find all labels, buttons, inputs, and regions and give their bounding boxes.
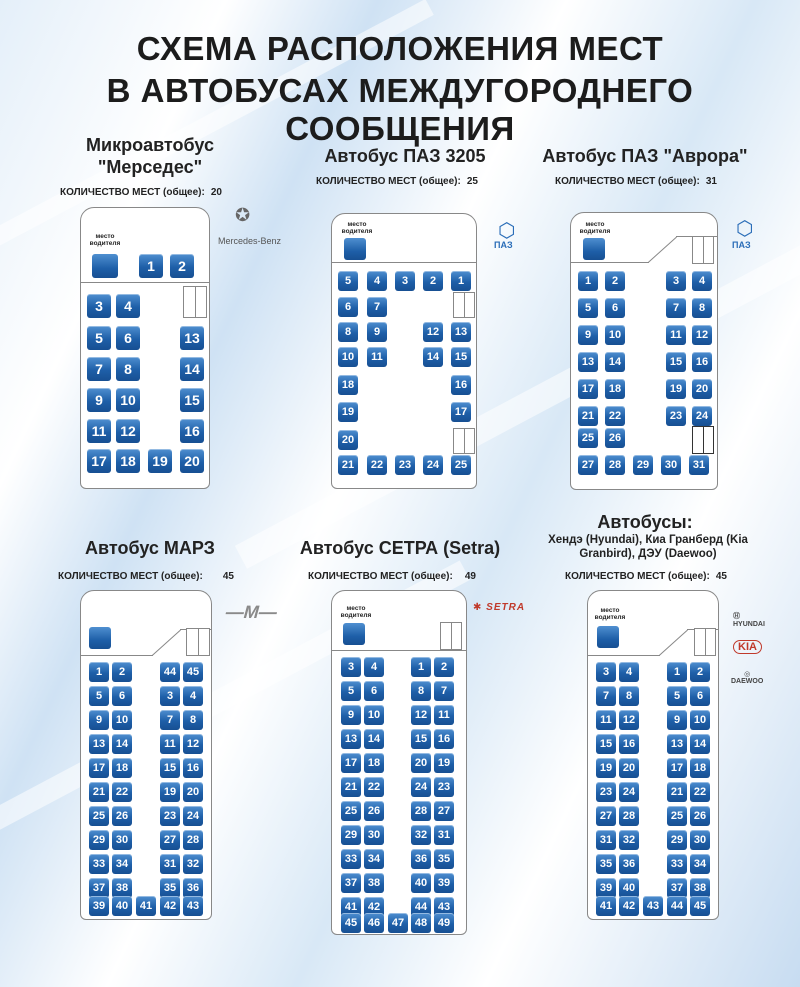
seat-21[interactable]: 21 [89, 782, 109, 802]
seat-4[interactable]: 4 [619, 662, 639, 682]
seat-16[interactable]: 16 [180, 419, 204, 443]
seat-18[interactable]: 18 [690, 758, 710, 778]
seat-32[interactable]: 32 [183, 854, 203, 874]
seat-5[interactable]: 5 [89, 686, 109, 706]
seat-6[interactable]: 6 [112, 686, 132, 706]
seat-17[interactable]: 17 [578, 379, 598, 399]
seat-20[interactable]: 20 [692, 379, 712, 399]
seat-42[interactable]: 42 [619, 896, 639, 916]
seat-38[interactable]: 38 [690, 878, 710, 898]
seat-6[interactable]: 6 [338, 297, 358, 317]
seat-29[interactable]: 29 [89, 830, 109, 850]
seat-21[interactable]: 21 [341, 777, 361, 797]
daewoo-logo: ◎ DAEWOO [731, 671, 764, 685]
seat-37[interactable]: 37 [341, 873, 361, 893]
bus-title-setra [285, 538, 515, 560]
driver-label: место водителя [89, 233, 121, 247]
seat-27[interactable]: 27 [160, 830, 180, 850]
seat-28[interactable]: 28 [605, 455, 625, 475]
seat-20[interactable]: 20 [411, 753, 431, 773]
seat-3[interactable]: 3 [160, 686, 180, 706]
seat-24[interactable]: 24 [423, 455, 443, 475]
seat-23[interactable]: 23 [596, 782, 616, 802]
seat-9[interactable]: 9 [667, 710, 687, 730]
seat-19[interactable]: 19 [338, 402, 358, 422]
seat-18[interactable]: 18 [116, 449, 140, 473]
seat-3[interactable]: 3 [666, 271, 686, 291]
bus-title-line: Автобус СЕТРА (Setra) [299, 538, 501, 558]
seat-16[interactable]: 16 [619, 734, 639, 754]
seat-15[interactable]: 15 [451, 347, 471, 367]
seat-13[interactable]: 13 [451, 322, 471, 342]
seat-19[interactable]: 19 [148, 449, 172, 473]
seat-33[interactable]: 33 [667, 854, 687, 874]
seat-18[interactable]: 18 [338, 375, 358, 395]
setra-logo: ✱ SETRA [473, 602, 526, 613]
seat-5[interactable]: 5 [578, 298, 598, 318]
seat-32[interactable]: 32 [411, 825, 431, 845]
seat-23[interactable]: 23 [395, 455, 415, 475]
seat-15[interactable]: 15 [666, 352, 686, 372]
seat-11[interactable]: 11 [160, 734, 180, 754]
seat-32[interactable]: 32 [619, 830, 639, 850]
bus-title-line: Автобус ПАЗ 3205 [324, 146, 486, 166]
paz-logo: ПАЗ [494, 240, 513, 250]
seat-14[interactable]: 14 [112, 734, 132, 754]
seat-13[interactable]: 13 [667, 734, 687, 754]
seat-7[interactable]: 7 [596, 686, 616, 706]
seat-11[interactable]: 11 [434, 705, 454, 725]
seat-13[interactable]: 13 [341, 729, 361, 749]
seat-1[interactable]: 1 [451, 271, 471, 291]
seat-31[interactable]: 31 [434, 825, 454, 845]
seat-27[interactable]: 27 [578, 455, 598, 475]
seat-14[interactable]: 14 [364, 729, 384, 749]
seat-4[interactable]: 4 [183, 686, 203, 706]
seat-38[interactable]: 38 [112, 878, 132, 898]
driver-label: место водителя [594, 607, 626, 621]
bus-title-line: Микроавтобус [86, 135, 214, 155]
seat-22[interactable]: 22 [112, 782, 132, 802]
seat-27[interactable]: 27 [434, 801, 454, 821]
door [453, 428, 475, 454]
seat-9[interactable]: 9 [87, 388, 111, 412]
seat-count-hyundai: КОЛИЧЕСТВО МЕСТ (общее): 45 [565, 571, 727, 582]
seat-4[interactable]: 4 [692, 271, 712, 291]
marz-logo: —М— [223, 602, 280, 622]
seat-24[interactable]: 24 [183, 806, 203, 826]
bus-title-aurora [530, 146, 760, 168]
seat-19[interactable]: 19 [160, 782, 180, 802]
seat-29[interactable]: 29 [667, 830, 687, 850]
seat-2[interactable]: 2 [112, 662, 132, 682]
seat-25[interactable]: 25 [578, 428, 598, 448]
seat-43[interactable]: 43 [183, 896, 203, 916]
cabin-divider [332, 262, 476, 263]
page-title-line2: В АВТОБУСАХ МЕЖДУГОРОДНЕГО СООБЩЕНИЯ [106, 72, 694, 147]
seat-5[interactable]: 5 [341, 681, 361, 701]
seat-12[interactable]: 12 [183, 734, 203, 754]
seat-14[interactable]: 14 [690, 734, 710, 754]
seat-28[interactable]: 28 [183, 830, 203, 850]
seat-30[interactable]: 30 [364, 825, 384, 845]
seat-count-setra: КОЛИЧЕСТВО МЕСТ (общее): 49 [308, 571, 476, 582]
paz-logo-icon: ⬡ [498, 220, 516, 242]
seat-3[interactable]: 3 [87, 294, 111, 318]
seat-21[interactable]: 21 [338, 455, 358, 475]
seat-40[interactable]: 40 [411, 873, 431, 893]
bus-title-line: "Мерседес" [97, 156, 203, 177]
seat-45[interactable]: 45 [341, 913, 361, 933]
seat-34[interactable]: 34 [112, 854, 132, 874]
seat-40[interactable]: 40 [112, 896, 132, 916]
seat-8[interactable]: 8 [411, 681, 431, 701]
seat-17[interactable]: 17 [87, 449, 111, 473]
seat-9[interactable]: 9 [341, 705, 361, 725]
seat-26[interactable]: 26 [364, 801, 384, 821]
seat-2[interactable]: 2 [434, 657, 454, 677]
door [453, 292, 475, 318]
driver-seat [343, 623, 365, 645]
seat-2[interactable]: 2 [605, 271, 625, 291]
seat-19[interactable]: 19 [596, 758, 616, 778]
seat-10[interactable]: 10 [690, 710, 710, 730]
seat-43[interactable]: 43 [643, 896, 663, 916]
seat-7[interactable]: 7 [434, 681, 454, 701]
bus-title-mercedes [60, 135, 240, 178]
seat-2[interactable]: 2 [170, 254, 194, 278]
seat-12[interactable]: 12 [411, 705, 431, 725]
seat-16[interactable]: 16 [183, 758, 203, 778]
seat-15[interactable]: 15 [411, 729, 431, 749]
seat-26[interactable]: 26 [605, 428, 625, 448]
door [692, 236, 714, 264]
seat-44[interactable]: 44 [667, 896, 687, 916]
seat-1[interactable]: 1 [139, 254, 163, 278]
seat-26[interactable]: 26 [112, 806, 132, 826]
seat-1[interactable]: 1 [411, 657, 431, 677]
seat-12[interactable]: 12 [619, 710, 639, 730]
page-title-line1: СХЕМА РАСПОЛОЖЕНИЯ МЕСТ [136, 30, 664, 67]
seat-36[interactable]: 36 [411, 849, 431, 869]
seat-45[interactable]: 45 [690, 896, 710, 916]
seat-28[interactable]: 28 [411, 801, 431, 821]
door [440, 622, 462, 650]
seat-28[interactable]: 28 [619, 806, 639, 826]
seat-39[interactable]: 39 [89, 896, 109, 916]
seat-14[interactable]: 14 [423, 347, 443, 367]
seat-25[interactable]: 25 [451, 455, 471, 475]
seat-16[interactable]: 16 [434, 729, 454, 749]
seat-26[interactable]: 26 [690, 806, 710, 826]
seat-11[interactable]: 11 [666, 325, 686, 345]
seat-25[interactable]: 25 [341, 801, 361, 821]
seat-36[interactable]: 36 [619, 854, 639, 874]
seat-20[interactable]: 20 [183, 782, 203, 802]
seat-38[interactable]: 38 [364, 873, 384, 893]
seat-4[interactable]: 4 [364, 657, 384, 677]
seat-18[interactable]: 18 [112, 758, 132, 778]
seat-1[interactable]: 1 [578, 271, 598, 291]
seat-42[interactable]: 42 [364, 897, 384, 917]
seat-29[interactable]: 29 [341, 825, 361, 845]
seat-7[interactable]: 7 [367, 297, 387, 317]
seat-33[interactable]: 33 [89, 854, 109, 874]
seat-24[interactable]: 24 [411, 777, 431, 797]
seat-14[interactable]: 14 [180, 357, 204, 381]
bus-title-line: Автобус МАРЗ [85, 538, 215, 558]
seat-23[interactable]: 23 [160, 806, 180, 826]
seat-5[interactable]: 5 [87, 326, 111, 350]
driver-seat [583, 238, 605, 260]
bus-title-line: Автобусы: [597, 512, 693, 532]
seat-45[interactable]: 45 [183, 662, 203, 682]
seat-36[interactable]: 36 [183, 878, 203, 898]
seat-15[interactable]: 15 [180, 388, 204, 412]
paz-logo: ПАЗ [732, 240, 751, 250]
seat-15[interactable]: 15 [160, 758, 180, 778]
seat-17[interactable]: 17 [451, 402, 471, 422]
seat-2[interactable]: 2 [690, 662, 710, 682]
seat-6[interactable]: 6 [605, 298, 625, 318]
seat-43[interactable]: 43 [434, 897, 454, 917]
seat-5[interactable]: 5 [338, 271, 358, 291]
seat-6[interactable]: 6 [116, 326, 140, 350]
driver-seat [344, 238, 366, 260]
seat-2[interactable]: 2 [423, 271, 443, 291]
seat-1[interactable]: 1 [667, 662, 687, 682]
seat-31[interactable]: 31 [160, 854, 180, 874]
bus-title-line: Автобус ПАЗ "Аврора" [542, 146, 748, 166]
seat-31[interactable]: 31 [596, 830, 616, 850]
seat-6[interactable]: 6 [690, 686, 710, 706]
mercedes-star-icon: ✪ [235, 205, 251, 225]
seat-33[interactable]: 33 [341, 849, 361, 869]
seat-17[interactable]: 17 [341, 753, 361, 773]
cabin-divider [588, 655, 660, 656]
seat-39[interactable]: 39 [434, 873, 454, 893]
seat-22[interactable]: 22 [690, 782, 710, 802]
seat-22[interactable]: 22 [605, 406, 625, 426]
seat-34[interactable]: 34 [690, 854, 710, 874]
paz-logo-icon: ⬡ [736, 218, 754, 240]
driver-label: место водителя [579, 221, 611, 235]
door [186, 628, 210, 656]
seat-10[interactable]: 10 [116, 388, 140, 412]
seat-16[interactable]: 16 [692, 352, 712, 372]
seat-6[interactable]: 6 [364, 681, 384, 701]
seat-8[interactable]: 8 [183, 710, 203, 730]
mercedes-logo: Mercedes-Benz [218, 236, 282, 246]
seat-8[interactable]: 8 [116, 357, 140, 381]
bus-subtitle-hyundai: Хендэ (Hyundai), Киа Гранберд (Kia Granbird), ДЭУ (Daewoo) [548, 534, 748, 560]
seat-24[interactable]: 24 [619, 782, 639, 802]
seat-17[interactable]: 17 [89, 758, 109, 778]
cabin-divider [332, 650, 466, 651]
seat-19[interactable]: 19 [434, 753, 454, 773]
hyundai-logo: Ⓗ HYUNDAI [733, 613, 765, 628]
driver-label: место водителя [341, 221, 373, 235]
seat-count-aurora: КОЛИЧЕСТВО МЕСТ (общее): 31 [555, 176, 717, 187]
seat-3[interactable]: 3 [341, 657, 361, 677]
seat-22[interactable]: 22 [364, 777, 384, 797]
seat-10[interactable]: 10 [364, 705, 384, 725]
seat-46[interactable]: 46 [364, 913, 384, 933]
seat-9[interactable]: 9 [367, 322, 387, 342]
seat-3[interactable]: 3 [596, 662, 616, 682]
bus-title-marz [60, 538, 240, 560]
seat-40[interactable]: 40 [619, 878, 639, 898]
seat-count-mercedes: КОЛИЧЕСТВО МЕСТ (общее): 20 [60, 187, 222, 198]
seat-35[interactable]: 35 [160, 878, 180, 898]
seat-12[interactable]: 12 [423, 322, 443, 342]
door [694, 628, 716, 656]
seat-27[interactable]: 27 [596, 806, 616, 826]
cabin-divider [81, 655, 153, 656]
seat-11[interactable]: 11 [596, 710, 616, 730]
seat-29[interactable]: 29 [633, 455, 653, 475]
seat-15[interactable]: 15 [596, 734, 616, 754]
bus-title-paz3205 [300, 146, 510, 168]
seat-30[interactable]: 30 [112, 830, 132, 850]
seat-22[interactable]: 22 [367, 455, 387, 475]
seat-37[interactable]: 37 [89, 878, 109, 898]
seat-25[interactable]: 25 [667, 806, 687, 826]
seat-44[interactable]: 44 [411, 897, 431, 917]
seat-10[interactable]: 10 [338, 347, 358, 367]
seat-11[interactable]: 11 [87, 419, 111, 443]
seat-21[interactable]: 21 [667, 782, 687, 802]
seat-13[interactable]: 13 [180, 326, 204, 350]
bus-title-hyundai [545, 512, 745, 534]
seat-20[interactable]: 20 [180, 449, 204, 473]
seat-8[interactable]: 8 [692, 298, 712, 318]
seat-12[interactable]: 12 [692, 325, 712, 345]
door [692, 426, 714, 454]
seat-49[interactable]: 49 [434, 913, 454, 933]
cabin-divider [571, 262, 649, 263]
driver-label: место водителя [340, 605, 372, 619]
seat-18[interactable]: 18 [605, 379, 625, 399]
seat-8[interactable]: 8 [619, 686, 639, 706]
seat-25[interactable]: 25 [89, 806, 109, 826]
seat-18[interactable]: 18 [364, 753, 384, 773]
seat-9[interactable]: 9 [89, 710, 109, 730]
seat-41[interactable]: 41 [596, 896, 616, 916]
seat-20[interactable]: 20 [619, 758, 639, 778]
seat-19[interactable]: 19 [666, 379, 686, 399]
seat-7[interactable]: 7 [666, 298, 686, 318]
seat-34[interactable]: 34 [364, 849, 384, 869]
seat-16[interactable]: 16 [451, 375, 471, 395]
seat-41[interactable]: 41 [136, 896, 156, 916]
seat-17[interactable]: 17 [667, 758, 687, 778]
seat-20[interactable]: 20 [338, 430, 358, 450]
seat-41[interactable]: 41 [341, 897, 361, 917]
seat-48[interactable]: 48 [411, 913, 431, 933]
seat-30[interactable]: 30 [690, 830, 710, 850]
seat-44[interactable]: 44 [160, 662, 180, 682]
seat-13[interactable]: 13 [578, 352, 598, 372]
seat-47[interactable]: 47 [388, 913, 408, 933]
door [183, 286, 207, 318]
seat-23[interactable]: 23 [666, 406, 686, 426]
seat-13[interactable]: 13 [89, 734, 109, 754]
seat-7[interactable]: 7 [87, 357, 111, 381]
seat-8[interactable]: 8 [338, 322, 358, 342]
seat-10[interactable]: 10 [112, 710, 132, 730]
driver-seat [92, 254, 118, 278]
kia-logo: KIA [733, 640, 762, 654]
seat-31[interactable]: 31 [689, 455, 709, 475]
seat-30[interactable]: 30 [661, 455, 681, 475]
seat-count-marz: КОЛИЧЕСТВО МЕСТ (общее): 45 [58, 571, 234, 582]
seat-21[interactable]: 21 [578, 406, 598, 426]
seat-9[interactable]: 9 [578, 325, 598, 345]
seat-35[interactable]: 35 [596, 854, 616, 874]
seat-count-paz3205: КОЛИЧЕСТВО МЕСТ (общее): 25 [316, 176, 478, 187]
seat-5[interactable]: 5 [667, 686, 687, 706]
cabin-divider [81, 282, 209, 283]
seat-4[interactable]: 4 [116, 294, 140, 318]
seat-12[interactable]: 12 [116, 419, 140, 443]
seat-14[interactable]: 14 [605, 352, 625, 372]
seat-10[interactable]: 10 [605, 325, 625, 345]
seat-37[interactable]: 37 [667, 878, 687, 898]
driver-seat [597, 626, 619, 648]
seat-3[interactable]: 3 [395, 271, 415, 291]
seat-7[interactable]: 7 [160, 710, 180, 730]
seat-23[interactable]: 23 [434, 777, 454, 797]
driver-seat [89, 627, 111, 649]
seat-39[interactable]: 39 [596, 878, 616, 898]
seat-1[interactable]: 1 [89, 662, 109, 682]
seat-42[interactable]: 42 [160, 896, 180, 916]
seat-11[interactable]: 11 [367, 347, 387, 367]
seat-35[interactable]: 35 [434, 849, 454, 869]
seat-4[interactable]: 4 [367, 271, 387, 291]
seat-24[interactable]: 24 [692, 406, 712, 426]
